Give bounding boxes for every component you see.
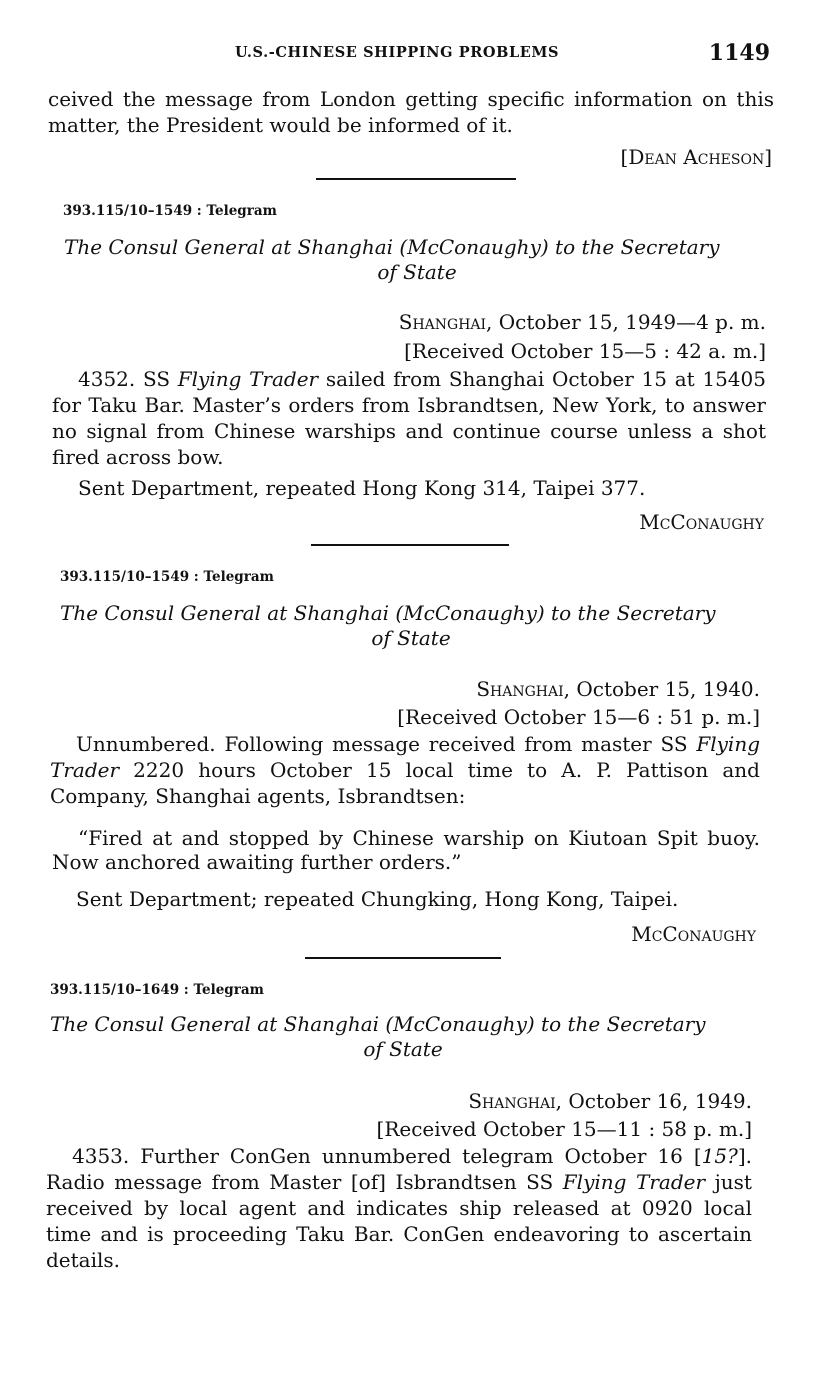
section-divider: [305, 957, 501, 959]
file-reference: 393.115/10–1549 : Telegram: [60, 569, 274, 585]
received-note: [Received October 15—5 : 42 a. m.]: [404, 339, 766, 363]
telegram-body: [52, 366, 766, 470]
dateline-place: Shanghai,: [468, 1089, 562, 1113]
carryover-paragraph: ceived the message from London getting specific information on this matter, the President would be informed of it.: [48, 87, 774, 137]
file-reference: 393.115/10–1549 : Telegram: [63, 203, 277, 219]
sent-line: Sent Department, repeated Hong Kong 314, Taipei 377.: [78, 476, 646, 500]
telegram-body: [46, 1143, 752, 1273]
heading-line: The Consul General at Shanghai (McConaughy) to the Secretary: [64, 235, 720, 259]
document-heading: [50, 1012, 756, 1062]
ship-name: Flying Trader: [177, 367, 319, 391]
signature: McConaughy: [639, 510, 764, 534]
body-text: just received by local agent and indicates ship released at 0920 local time and is proceeding Taku Bar. ConGen endeavoring to ascertain details.: [46, 1170, 752, 1272]
signature: McConaughy: [631, 922, 756, 946]
section-divider: [316, 178, 516, 180]
quoted-message: “Fired at and stopped by Chinese warship on Kiutoan Spit buoy. Now anchored awaiting further orders.”: [52, 826, 760, 874]
heading-line: The Consul General at Shanghai (McConaughy) to the Secretary: [50, 1012, 706, 1036]
sent-line: Sent Department; repeated Chungking, Hong Kong, Taipei.: [76, 887, 679, 911]
bracketed-note: 15?: [701, 1144, 738, 1168]
body-text: Unnumbered. Following message received from master SS: [76, 732, 697, 756]
dateline-date: October 16, 1949.: [568, 1089, 752, 1113]
body-text: sailed from Shanghai October 15 at 15405 for Taku Bar. Master’s orders from Isbrandtsen, New York, to answer no signal from Chinese warships and continue course unless a shot fired across bow.: [52, 367, 766, 469]
heading-line: of State: [363, 1037, 443, 1061]
file-reference: 393.115/10–1649 : Telegram: [50, 982, 264, 998]
dateline: [476, 676, 760, 702]
document-heading: [60, 601, 762, 651]
telegram-body: [50, 731, 760, 809]
heading-line: of State: [377, 260, 457, 284]
section-divider: [311, 544, 509, 546]
body-text: ]. Radio message from Master [of] Isbrandtsen SS: [46, 1144, 752, 1194]
ship-name: Flying Trader: [562, 1170, 706, 1194]
carryover-signature: [Dean Acheson]: [620, 145, 772, 169]
document-heading: [64, 235, 770, 285]
body-text: 2220 hours October 15 local time to A. P. Pattison and Company, Shanghai agents, Isbrandtsen:: [50, 758, 760, 808]
dateline: [468, 1088, 752, 1114]
body-text: 4353. Further ConGen unnumbered telegram October 16 [: [72, 1144, 702, 1168]
ship-name: Flying Trader: [50, 732, 760, 782]
heading-line: of State: [371, 626, 451, 650]
running-head: U.S.-CHINESE SHIPPING PROBLEMS: [235, 44, 560, 61]
page-number: 1149: [708, 40, 770, 66]
dateline-place: Shanghai,: [476, 677, 570, 701]
body-text: 4352. SS: [78, 367, 178, 391]
dateline-date: October 15, 1940.: [576, 677, 760, 701]
dateline-place: Shanghai,: [398, 310, 493, 334]
received-note: [Received October 15—11 : 58 p. m.]: [376, 1117, 752, 1141]
received-note: [Received October 15—6 : 51 p. m.]: [397, 705, 760, 729]
heading-line: The Consul General at Shanghai (McConaughy) to the Secretary: [60, 601, 716, 625]
dateline-date: October 15, 1949—4 p. m.: [498, 310, 766, 334]
dateline: [399, 309, 766, 335]
